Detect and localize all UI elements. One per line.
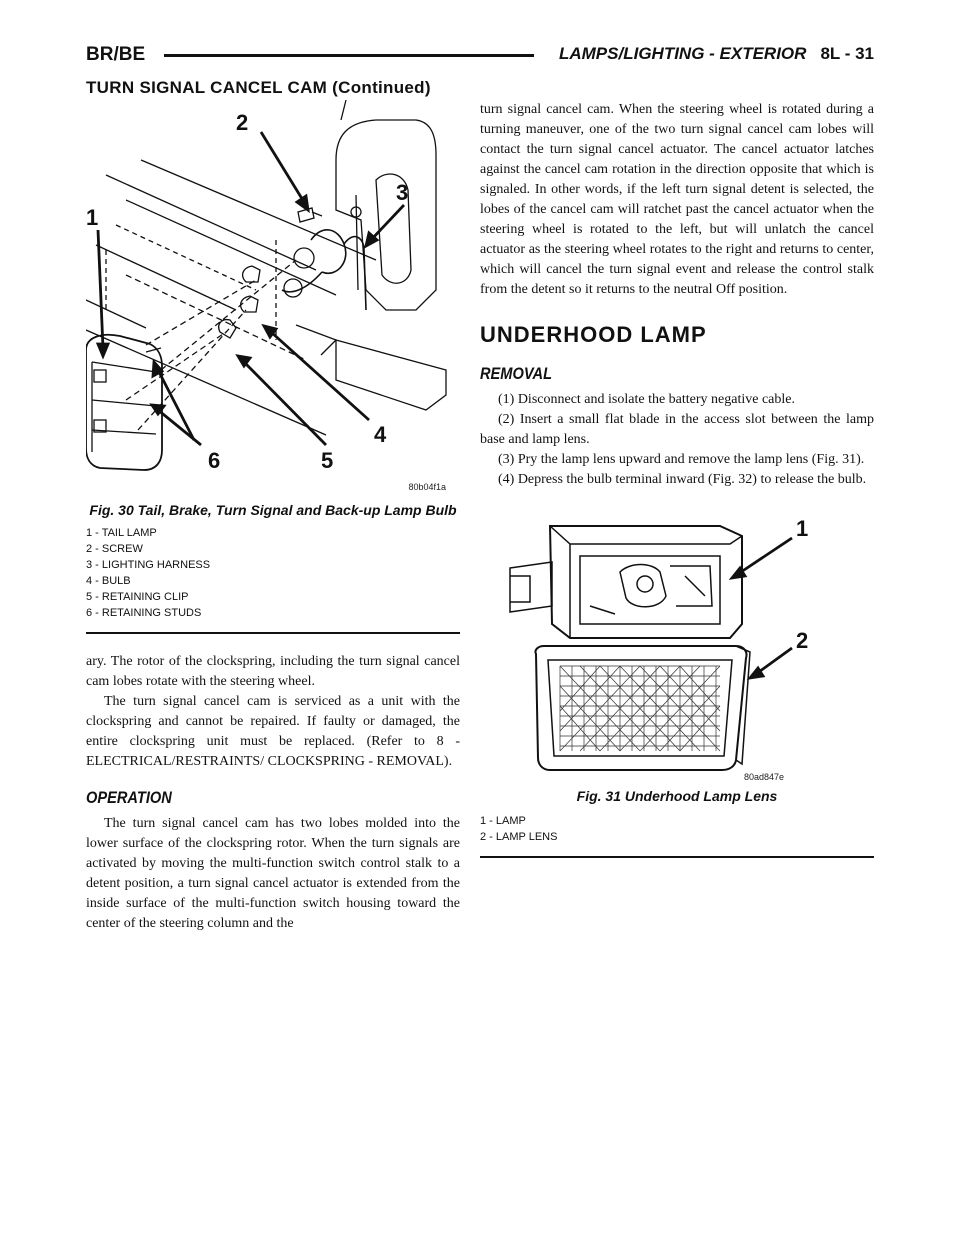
fig31-legend bbox=[480, 813, 874, 845]
header-rule bbox=[164, 54, 534, 57]
fig31-legend-item: 2 - LAMP LENS bbox=[480, 831, 558, 843]
fig30-legend-item: 3 - LIGHTING HARNESS bbox=[86, 559, 211, 571]
fig31-rule bbox=[480, 856, 874, 858]
right-paragraph-1: turn signal cancel cam. When the steering wheel is rotated during a turning maneuver, one of the two turn signal cancel cam lobes will contact the turn signal cancel actuator. The cancel actuator latches against the cancel cam rotation in the direction opposite that which is signaled. In other words, if the left turn signal detent is selected, the lobes of the cancel cam will ratchet past the cancel actuator when the steering wheel is rotated to the left, but will unlatch the cancel actuator as the steering wheel rotates to the right and returns to center, which will cancel the turn signal event and release the control stalk from the detent so it returns to the neutral Off position. bbox=[480, 102, 874, 297]
fig30-legend-item: 2 - SCREW bbox=[86, 543, 143, 555]
figure-30 bbox=[86, 100, 460, 500]
fig30-callout-6: 6 bbox=[208, 448, 221, 473]
removal-heading: REMOVAL bbox=[480, 364, 553, 383]
fig30-callout-2: 2 bbox=[236, 110, 249, 135]
fig30-legend-item: 6 - RETAINING STUDS bbox=[86, 607, 202, 619]
page-number: 8L - 31 bbox=[820, 44, 874, 63]
left-column bbox=[86, 100, 460, 934]
figure-31-illustration bbox=[480, 506, 874, 786]
removal-step: (1) Disconnect and isolate the battery negative cable. bbox=[498, 392, 795, 407]
operation-heading: OPERATION bbox=[86, 788, 172, 807]
fig30-code: 80b04f1a bbox=[408, 482, 446, 492]
section-title-text: LAMPS/LIGHTING - EXTERIOR bbox=[558, 44, 807, 63]
fig30-callout-1: 1 bbox=[86, 205, 99, 230]
fig30-legend-item: 1 - TAIL LAMP bbox=[86, 527, 157, 539]
removal-step: (4) Depress the bulb terminal inward (Fig. 32) to release the bulb. bbox=[498, 472, 867, 487]
left-paragraph-2: The turn signal cancel cam is serviced as a unit with the clockspring and cannot be repaired. If faulty or damaged, the entire clockspring unit must be replaced. (Refer to 8 - ELECTRICAL/RESTRAINTS/ CLOCKSPRING - REMOVAL). bbox=[86, 694, 460, 769]
left-paragraph-3: The turn signal cancel cam has two lobes molded into the lower surface of the clockspring rotor. When the turn signals are activated by moving the multi-function switch control stalk to a detent position, a turn signal cancel actuator is extended from the inside surface of the multi-function switch housing toward the center of the steering column and the bbox=[86, 816, 460, 931]
fig30-caption: Fig. 30 Tail, Brake, Turn Signal and Back-up Lamp Bulb bbox=[89, 502, 457, 518]
fig30-legend bbox=[86, 525, 460, 621]
fig31-callout-2: 2 bbox=[796, 628, 809, 653]
figure-30-illustration bbox=[86, 100, 460, 500]
right-column bbox=[480, 100, 874, 858]
fig31-caption: Fig. 31 Underhood Lamp Lens bbox=[576, 788, 778, 804]
fig31-code: 80ad847e bbox=[743, 772, 784, 782]
underhood-lamp-heading: UNDERHOOD LAMP bbox=[480, 322, 707, 347]
removal-step: (2) Insert a small flat blade in the access slot between the lamp base and lamp lens. bbox=[480, 412, 874, 447]
removal-step: (3) Pry the lamp lens upward and remove the lamp lens (Fig. 31). bbox=[498, 452, 865, 467]
section-title bbox=[559, 44, 874, 64]
fig30-callout-4: 4 bbox=[374, 422, 387, 447]
figure-31 bbox=[480, 506, 874, 786]
fig30-legend-item: 4 - BULB bbox=[86, 575, 131, 587]
fig30-callout-3: 3 bbox=[396, 180, 409, 205]
fig30-callout-5: 5 bbox=[321, 448, 334, 473]
model-code: BR/BE bbox=[86, 44, 146, 65]
fig31-callout-1: 1 bbox=[796, 516, 809, 541]
page-header bbox=[86, 44, 874, 66]
fig31-legend-item: 1 - LAMP bbox=[480, 815, 526, 827]
left-paragraph-1: ary. The rotor of the clockspring, including the turn signal cancel cam lobes rotate with the steering wheel. bbox=[86, 654, 460, 689]
continued-title: TURN SIGNAL CANCEL CAM (Continued) bbox=[86, 78, 431, 97]
fig30-legend-item: 5 - RETAINING CLIP bbox=[86, 591, 189, 603]
